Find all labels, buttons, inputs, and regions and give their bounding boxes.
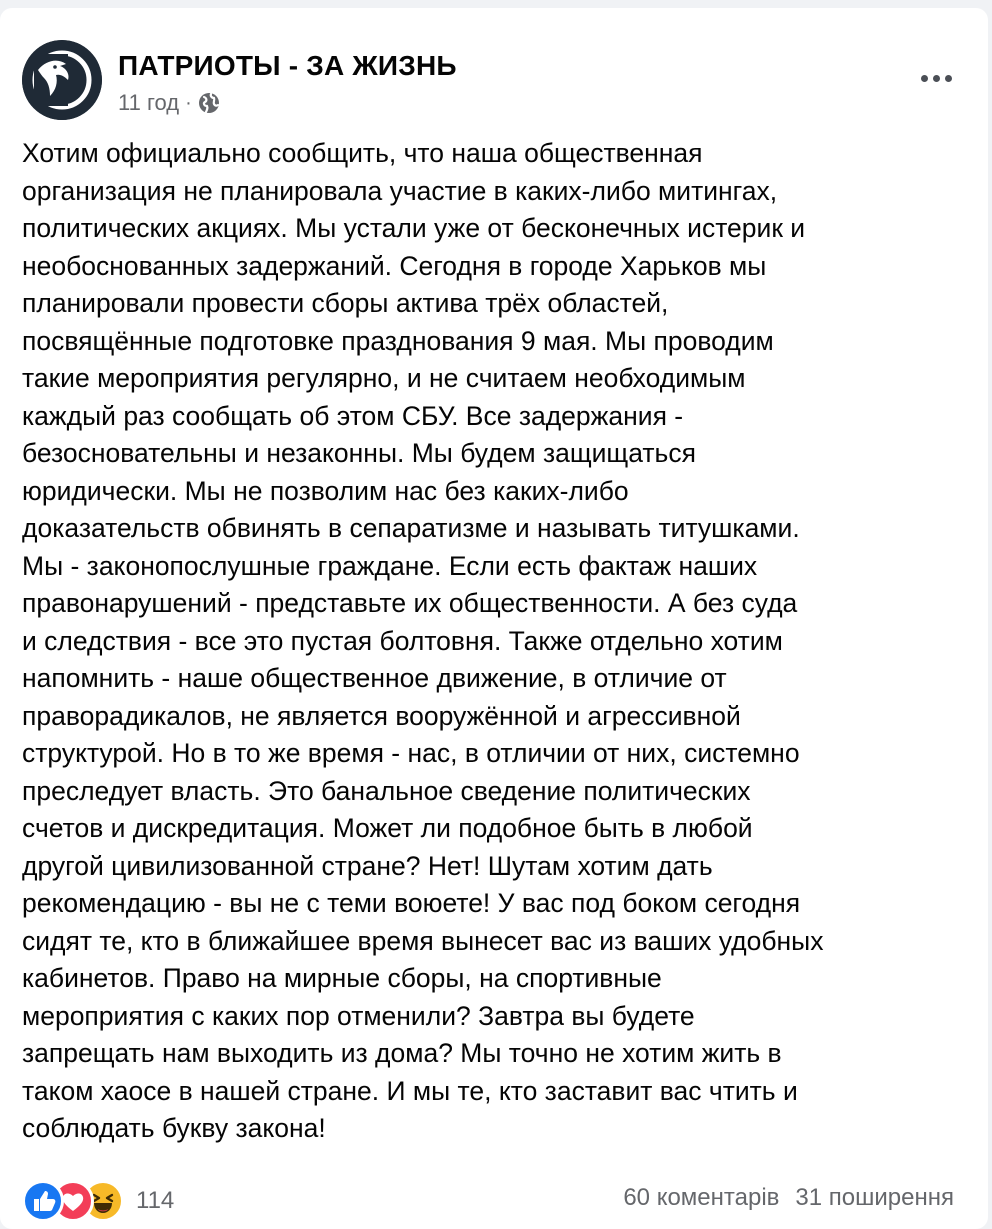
post-time[interactable]: 11 год [118, 90, 180, 115]
meta-separator: · [185, 91, 192, 114]
more-dot-icon [921, 75, 928, 82]
comments-count[interactable]: 60 коментарів [623, 1184, 780, 1211]
post-meta [118, 90, 220, 116]
globe-icon [198, 92, 220, 114]
post-header [22, 36, 958, 120]
reactions-summary[interactable] [22, 1180, 174, 1222]
post-text: Хотим официально сообщить, что наша общественная организация не планировала участие в каких-либо митингах, политических акциях. Мы устали уже от бесконечных истерик и необоснованных задержаний. Сегодня в городе Харьков мы планировали провести сборы актива трёх областей, посвящённые подготовке празднования 9 мая. Мы проводим такие мероприятия регулярно, и не считаем необходимым каждый раз сообщать об этом СБУ. Все задержания - безосновательны и незаконны. Мы будем защищаться юридически. Мы не позволим нас без каких-либо доказательств обвинять в сепаратизме и называть титушками. Мы - законопослушные граждане. Если есть фактаж наших правонарушений - представьте их общественности. А без суда и следствия - все это пустая болтовня. Также отдельно хотим напомнить - наше общественное движение, в отличие от праворадикалов, не является вооружённой и агрессивной структурой. Но в то же время - нас, в отличии от них, системно преследует власть. Это банальное сведение политических счетов и дискредитация. Может ли подобное быть в любой другой цивилизованной стране? Нет! Шутам хотим дать рекомендацию - вы не с теми воюете! У вас под боком сегодня сидят те, кто в ближайшее время вынесет вас из ваших удобных кабинетов. Право на мирные сборы, на спортивные мероприятия с каких пор отменили? Завтра вы будете запрещать нам выходить из дома? Мы точно не хотим жить в таком хаосе в нашей стране. И мы те, кто заставит вас чтить и соблюдать букву закона! [22, 138, 824, 1143]
shares-count[interactable]: 31 поширення [795, 1184, 954, 1211]
post-stats [623, 1184, 954, 1212]
like-icon [22, 1180, 64, 1222]
eagle-logo-icon [22, 40, 102, 120]
post-footer [22, 1180, 954, 1220]
more-options-button[interactable] [914, 66, 958, 90]
post-card [0, 8, 988, 1229]
page-avatar[interactable] [22, 40, 102, 120]
page-name[interactable]: ПАТРИОТЫ - ЗА ЖИЗНЬ [118, 50, 457, 81]
more-dot-icon [945, 75, 952, 82]
reaction-count[interactable]: 114 [136, 1187, 175, 1214]
more-dot-icon [933, 75, 940, 82]
